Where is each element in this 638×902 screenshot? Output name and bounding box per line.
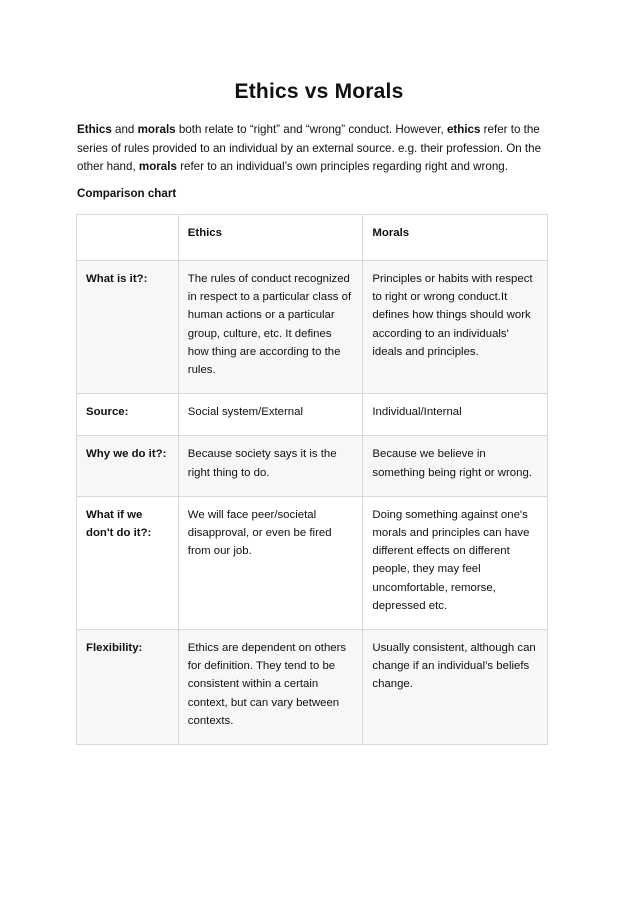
header-cell-morals: Morals: [363, 215, 548, 261]
intro-text: refer to the series of rules provided to an individual by an external source. e.g. their profession. On the other hand,: [77, 123, 542, 173]
intro-term-ethics: ethics: [446, 123, 481, 136]
intro-paragraph: [77, 121, 567, 177]
morals-cell: Usually consistent, although can change if an individual’s beliefs change.: [363, 630, 548, 745]
row-label: Source:: [77, 394, 179, 436]
intro-term-morals: morals: [138, 160, 177, 173]
page-title: Ethics vs Morals: [234, 80, 404, 103]
intro-term-morals: morals: [137, 123, 176, 136]
table-header-row: [77, 215, 548, 261]
ethics-cell: The rules of conduct recognized in respect to a particular class of human actions or a particular group, culture, etc. It defines how thing are according to the rules.: [178, 261, 363, 394]
table-row: [77, 394, 548, 436]
ethics-cell: Ethics are dependent on others for definition. They tend to be consistent within a certain context, but can vary between contexts.: [178, 630, 363, 745]
row-label: What is it?:: [77, 261, 179, 394]
morals-cell: Because we believe in something being right or wrong.: [363, 436, 548, 496]
intro-text: and: [111, 123, 138, 136]
ethics-cell: Social system/External: [178, 394, 363, 436]
comparison-table: [76, 214, 548, 745]
morals-cell: Principles or habits with respect to right or wrong conduct.It defines how things should work according to an individuals' ideals and principles.: [363, 261, 548, 394]
morals-cell: Doing something against one's morals and principles can have different effects on different people, they may feel uncomfortable, remorse, depressed etc.: [363, 496, 548, 629]
morals-cell: Individual/Internal: [363, 394, 548, 436]
table-row: [77, 261, 548, 394]
ethics-cell: Because society says it is the right thing to do.: [178, 436, 363, 496]
row-label: What if we don't do it?:: [77, 496, 179, 629]
table-row: [77, 436, 548, 496]
row-label: Why we do it?:: [77, 436, 179, 496]
table-row: [77, 496, 548, 629]
header-cell-empty: [77, 215, 179, 261]
row-label: Flexibility:: [77, 630, 179, 745]
intro-text: refer to an individual’s own principles regarding right and wrong.: [176, 160, 508, 173]
ethics-cell: We will face peer/societal disapproval, or even be fired from our job.: [178, 496, 363, 629]
intro-text: both relate to “right” and “wrong” conduct. However,: [175, 123, 447, 136]
header-cell-ethics: Ethics: [178, 215, 363, 261]
table-row: [77, 630, 548, 745]
intro-term-ethics: Ethics: [77, 123, 112, 136]
section-heading: Comparison chart: [77, 187, 177, 200]
